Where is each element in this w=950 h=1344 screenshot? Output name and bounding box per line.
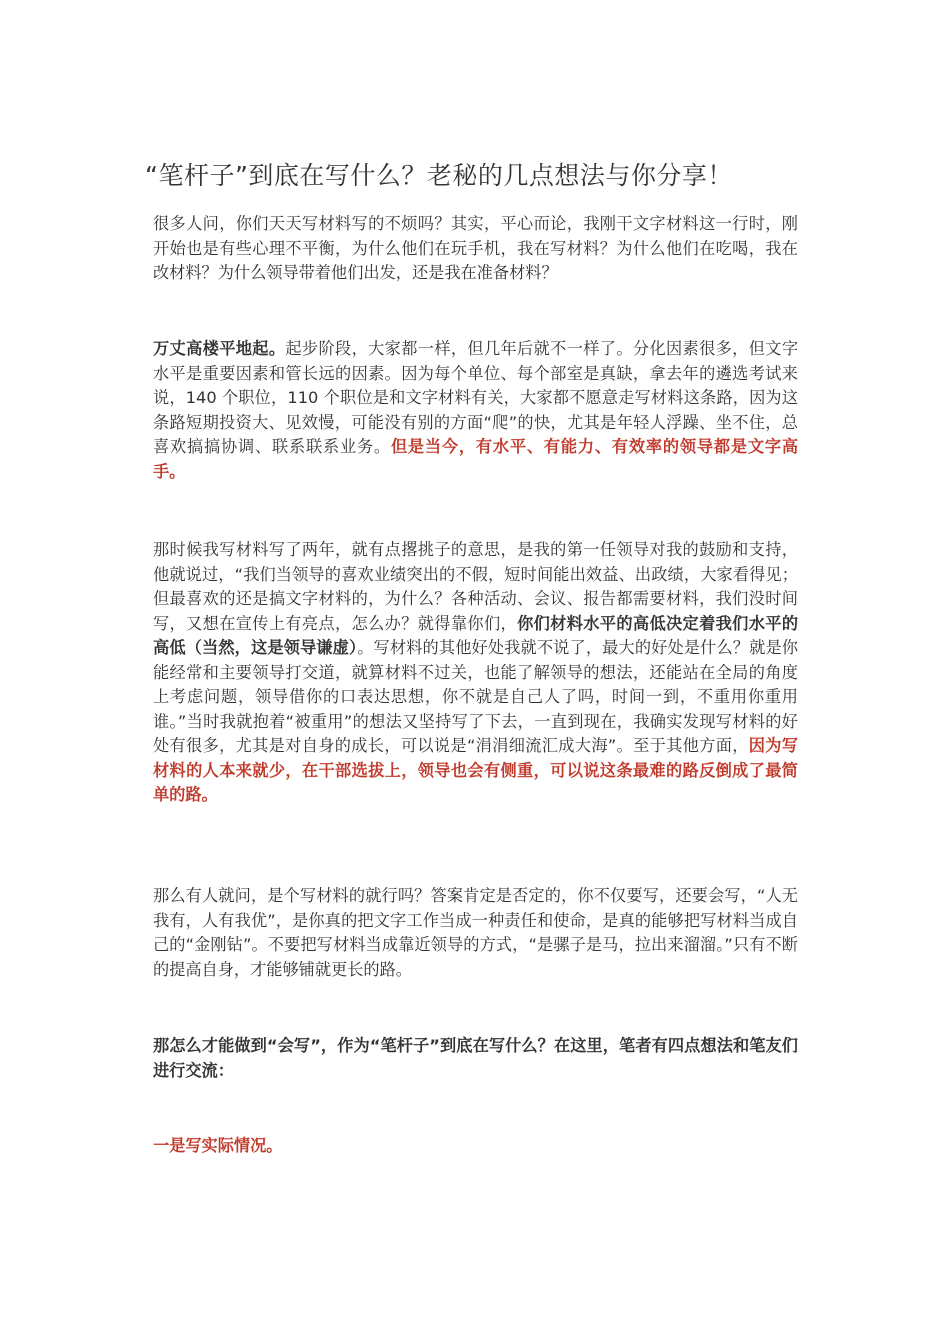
paragraph-3 — [153, 538, 798, 808]
paragraph-2 — [153, 337, 798, 484]
paragraph-2-body: 起步阶段，大家都一样，但几年后就不一样了。分化因素很多，但文字水平是重要因素和管长远的因素。因为每个单位、每个部室是真缺，拿去年的遴选考试来说，140 个职位，110 个职位是和文字材料有关，大家都不愿意走写材料这条路，因为这条路短期投资大、见效慢，可能没有别的方面“爬”的快，尤其是年轻人浮躁、坐不住，总喜欢搞搞协调、联系联系业务。 — [153, 339, 799, 456]
paragraph-3-part-b: 。写材料的其他好处我就不说了，最大的好处是什么？就是你能经常和主要领导打交道，就算材料不过关，也能了解领导的想法，还能站在全局的角度上考虑问题，领导借你的口表达思想，你不就是自己人了吗，时间一到，不重用你重用谁。”当时我就抱着“被重用”的想法又坚持写了下去，一直到现在，我确实发现写材料的好处有很多，尤其是对自身的成长，可以说是“涓涓细流汇成大海”。至于其他方面， — [153, 638, 798, 755]
paragraph-2-highlight: 但是当今，有水平、有能力、有效率的领导都是文字高手。 — [153, 437, 799, 481]
paragraph-2-lead: 万丈高楼平地起。 — [153, 339, 286, 358]
paragraph-3-part-a: 那时候我写材料写了两年，就有点撂挑子的意思，是我的第一任领导对我的鼓励和支持，他就说过，“我们当领导的喜欢业绩突出的不假，短时间能出效益、出政绩，大家看得见；但最喜欢的还是搞文字材料的，为什么？各种活动、会议、报告都需要材料，我们没时间写，又想在宣传上有亮点，怎么办？就得靠你们， — [153, 540, 798, 633]
paragraph-3-highlight: 因为写材料的人本来就少，在干部选拔上，领导也会有侧重，可以说这条最难的路反倒成了最简单的路。 — [153, 736, 798, 804]
article-title: “笔杆子”到底在写什么？老秘的几点想法与你分享！ — [145, 161, 733, 190]
paragraph-4: 那么有人就问，是个写材料的就行吗？答案肯定是否定的，你不仅要写，还要会写，“人无我有，人有我优”，是你真的把文字工作当成一种责任和使命，是真的能够把写材料当成自己的“金刚钻”。不要把写材料当成靠近领导的方式，“是骡子是马，拉出来溜溜。”只有不断的提高自身，才能够铺就更长的路。 — [153, 886, 798, 979]
paragraph-5-question: 那怎么才能做到“会写”，作为“笔杆子”到底在写什么？在这里，笔者有四点想法和笔友们进行交流： — [153, 1036, 798, 1080]
section-heading-1: 一是写实际情况。 — [153, 1136, 283, 1155]
paragraph-3-bold: 你们材料水平的高低决定着我们水平的高低（当然，这是领导谦虚） — [153, 613, 799, 657]
paragraph-intro: 很多人问，你们天天写材料写的不烦吗？其实，平心而论，我刚干文字材料这一行时，刚开始也是有些心理不平衡，为什么他们在玩手机，我在写材料？为什么他们在吃喝，我在改材料？为什么领导带着他们出发，还是我在准备材料？ — [153, 214, 798, 282]
